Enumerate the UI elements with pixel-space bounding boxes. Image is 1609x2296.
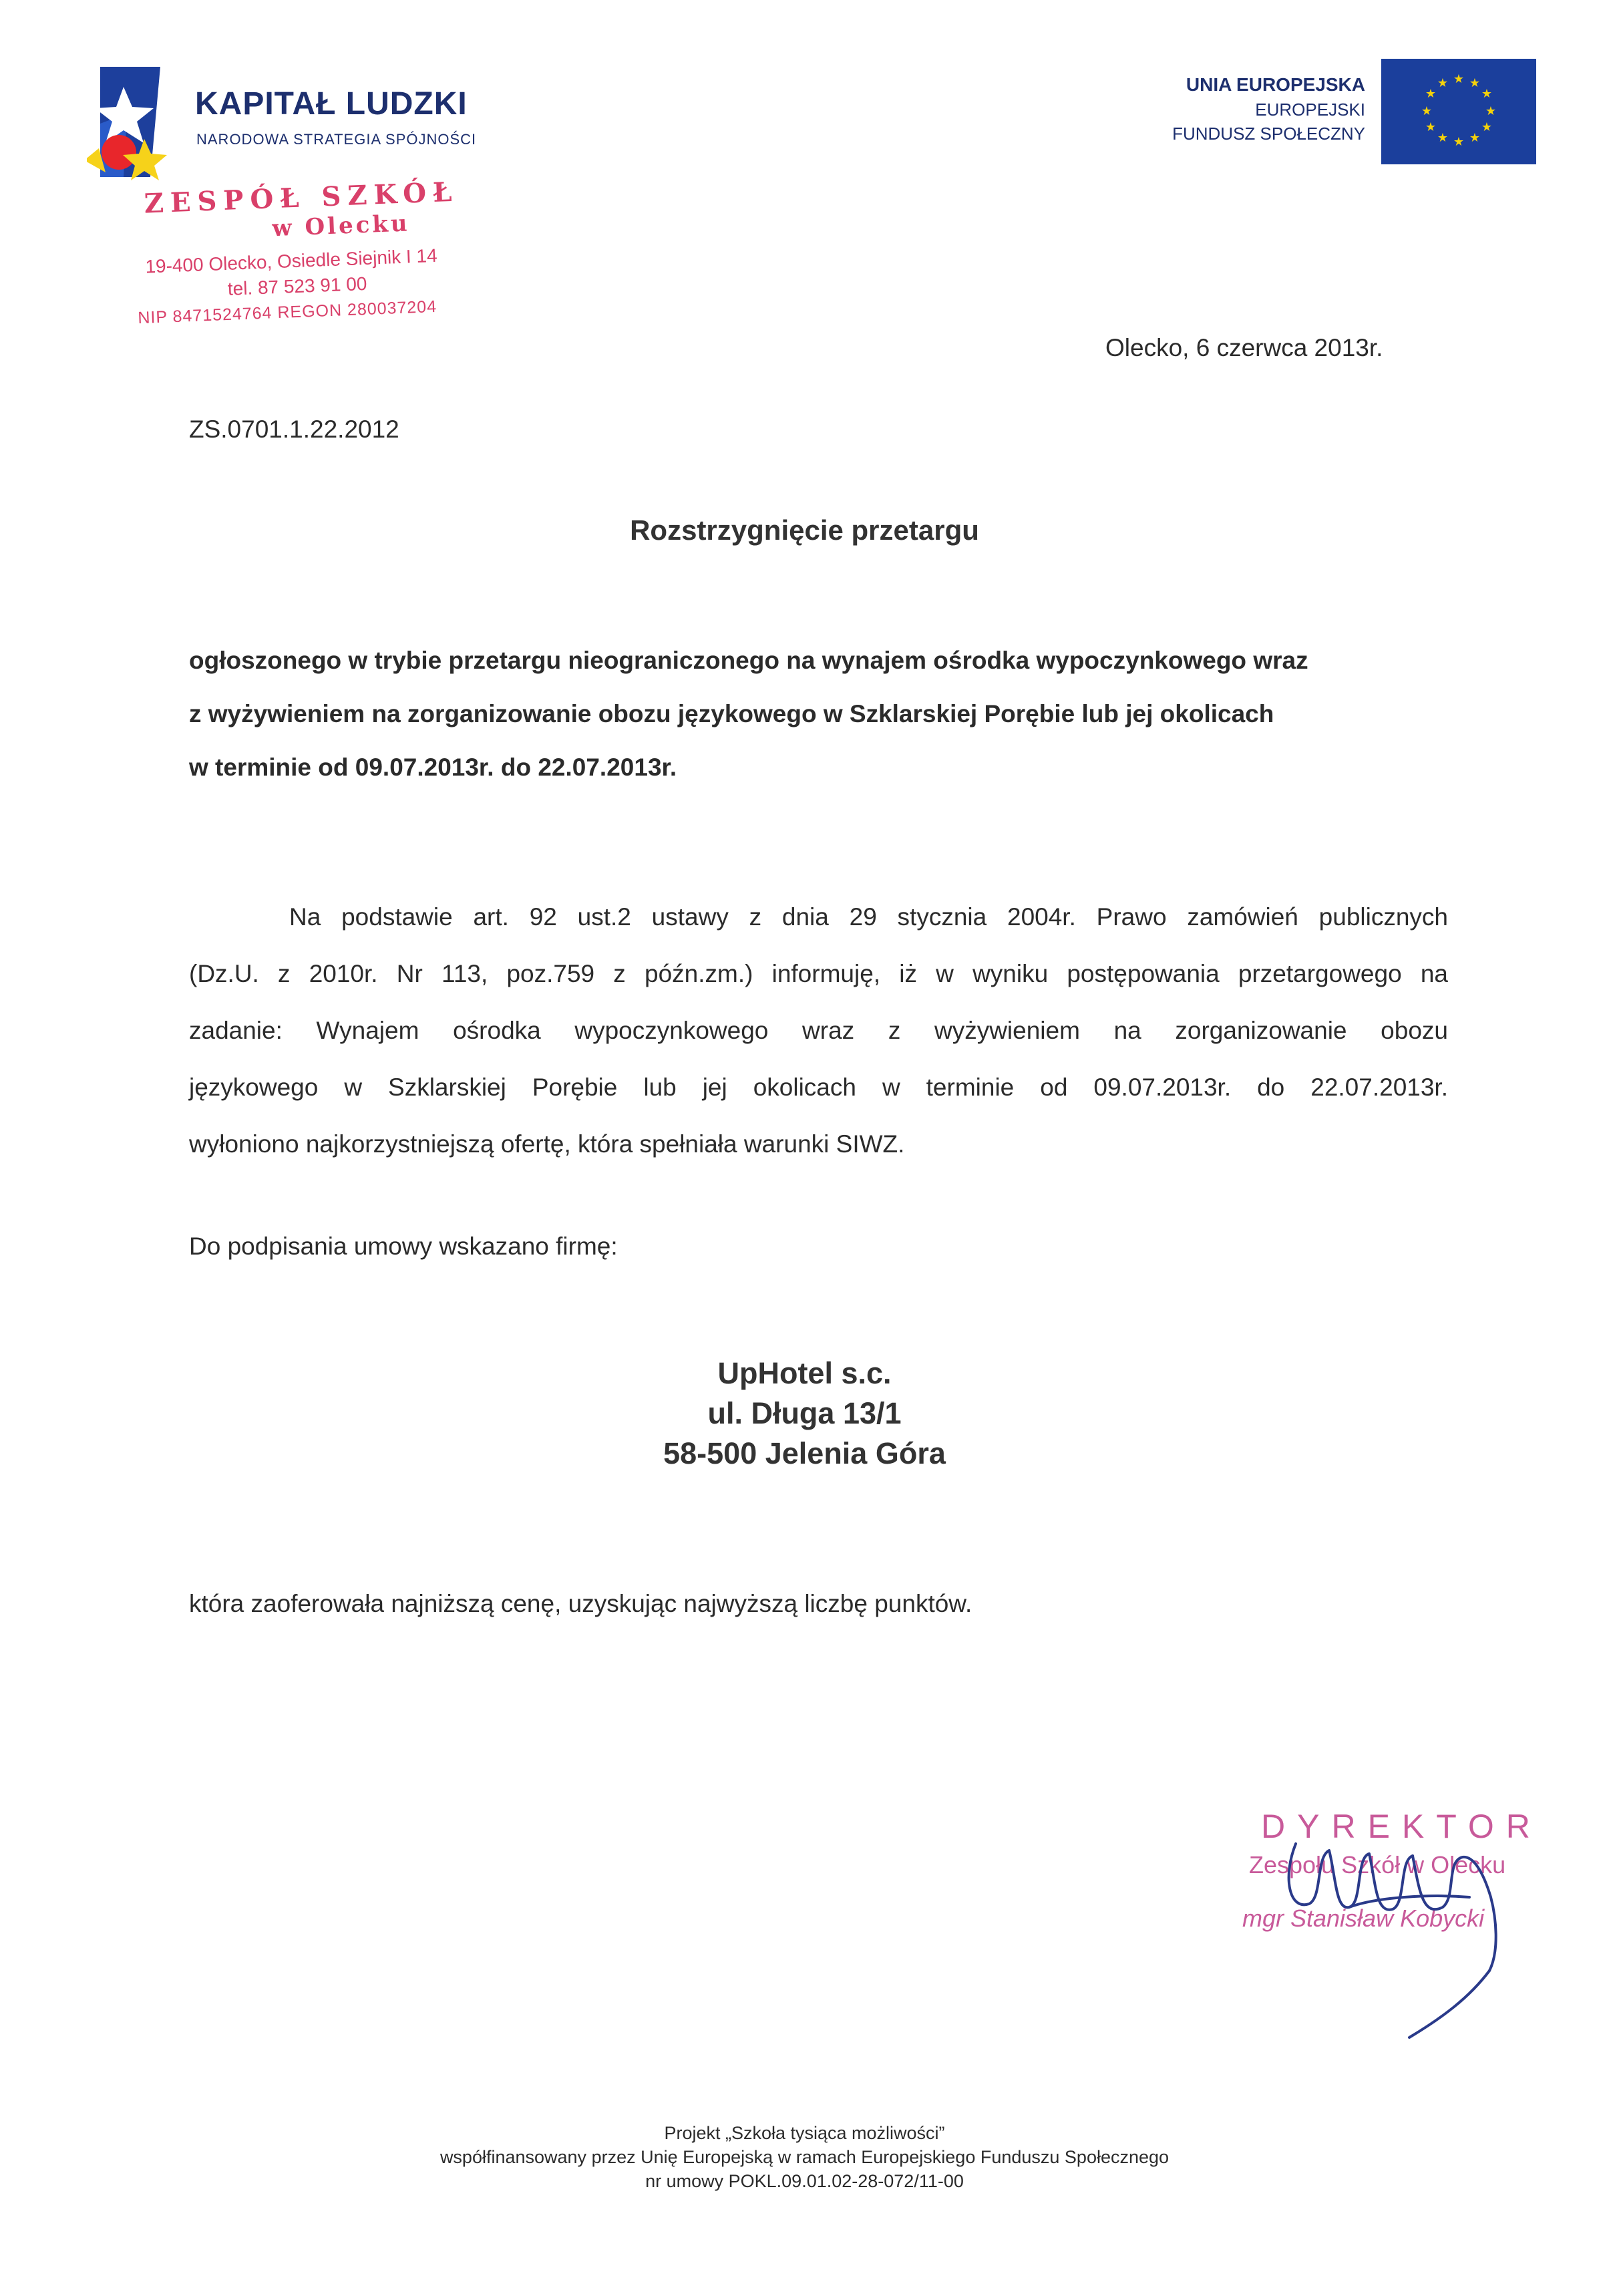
stamp-address: 19-400 Olecko, Osiedle Siejnik I 14 [144,244,438,277]
eu-text-block [1172,72,1365,146]
firm-city: 58-500 Jelenia Góra [663,1436,946,1470]
subject-line: ogłoszonego w trybie przetargu nieograniczonego na wynajem ośrodka wypoczynkowego wraz [189,647,1308,674]
closing-statement: która zaoferowała najniższą cenę, uzyskując najwyższą liczbę punktów. [189,1590,972,1617]
svg-text:★: ★ [1453,72,1465,86]
eu-line-1: UNIA EUROPEJSKA [1186,74,1365,95]
subject-line: z wyżywieniem na zorganizowanie obozu językowego w Szklarskiej Porębie lub jej okolicach [189,700,1274,727]
firm-street: ul. Długa 13/1 [707,1396,902,1430]
school-stamp [137,174,530,342]
subject-line: w terminie od 09.07.2013r. do 22.07.2013r. [189,754,677,781]
paragraph-line: zadanie: Wynajem ośrodka wypoczynkowego wraz z wyżywieniem na zorganizowanie obozu [189,1017,1448,1044]
svg-text:★: ★ [1469,76,1481,90]
svg-text:★: ★ [1481,87,1493,101]
stamp-school-name: ZESPÓŁ SZKÓŁ [143,176,460,220]
svg-text:★: ★ [1485,104,1497,118]
eu-flag-icon [1381,59,1536,164]
kapital-ludzki-subtitle: NARODOWA STRATEGIA SPÓJNOŚCI [196,131,477,148]
eu-line-3: FUNDUSZ SPOŁECZNY [1172,124,1365,144]
director-name: mgr Stanisław Kobycki [1242,1905,1485,1932]
kapital-ludzki-logo-icon [87,60,200,180]
paragraph-line: (Dz.U. z 2010r. Nr 113, poz.759 z późn.zm.) informuję, iż w wyniku postępowania przetargowego na [189,960,1448,987]
paragraph-line: językowego w Szklarskiej Porębie lub jej okolicach w terminie od 09.07.2013r. do 22.07.2013r. [189,1074,1448,1101]
footer-cofinancing: współfinansowany przez Unię Europejską w ramach Europejskiego Funduszu Społecznego [439,2147,1170,2167]
signature-icon [1242,1797,1563,2051]
director-institution: Zespołu Szkół w Olecku [1249,1851,1506,1878]
svg-text:★: ★ [1425,120,1437,134]
svg-text:★: ★ [1437,76,1449,90]
stamp-town: w Olecku [271,210,411,242]
stamp-phone: tel. 87 523 91 00 [227,273,367,299]
document-title: Rozstrzygnięcie przetargu [630,514,979,546]
letter-date: Olecko, 6 czerwca 2013r. [1105,334,1383,361]
eu-line-2: EUROPEJSKI [1255,100,1365,120]
svg-text:★: ★ [1481,120,1493,134]
kapital-ludzki-title: KAPITAŁ LUDZKI [195,86,468,122]
footer-project: Projekt „Szkoła tysiąca możliwości” [664,2123,945,2143]
svg-text:★: ★ [1425,87,1437,101]
svg-text:★: ★ [1453,135,1465,149]
reference-number: ZS.0701.1.22.2012 [189,416,399,443]
main-paragraph [189,888,1448,1172]
svg-text:★: ★ [1469,131,1481,145]
stamp-tax-ids: NIP 8471524764 REGON 280037204 [137,297,437,328]
svg-text:★: ★ [1421,104,1433,118]
firm-name: UpHotel s.c. [717,1356,892,1390]
footer-contract-number: nr umowy POKL.09.01.02-28-072/11-00 [645,2171,964,2191]
svg-text:★: ★ [1437,131,1449,145]
director-title: DYREKTOR [1261,1808,1542,1845]
paragraph-line: Na podstawie art. 92 ust.2 ustawy z dnia 29 stycznia 2004r. Prawo zamówień publicznych [289,903,1448,931]
contract-intro: Do podpisania umowy wskazano firmę: [189,1233,618,1260]
footer [0,2121,1609,2193]
paragraph-line: wyłoniono najkorzystniejszą ofertę, która spełniała warunki SIWZ. [189,1130,905,1158]
